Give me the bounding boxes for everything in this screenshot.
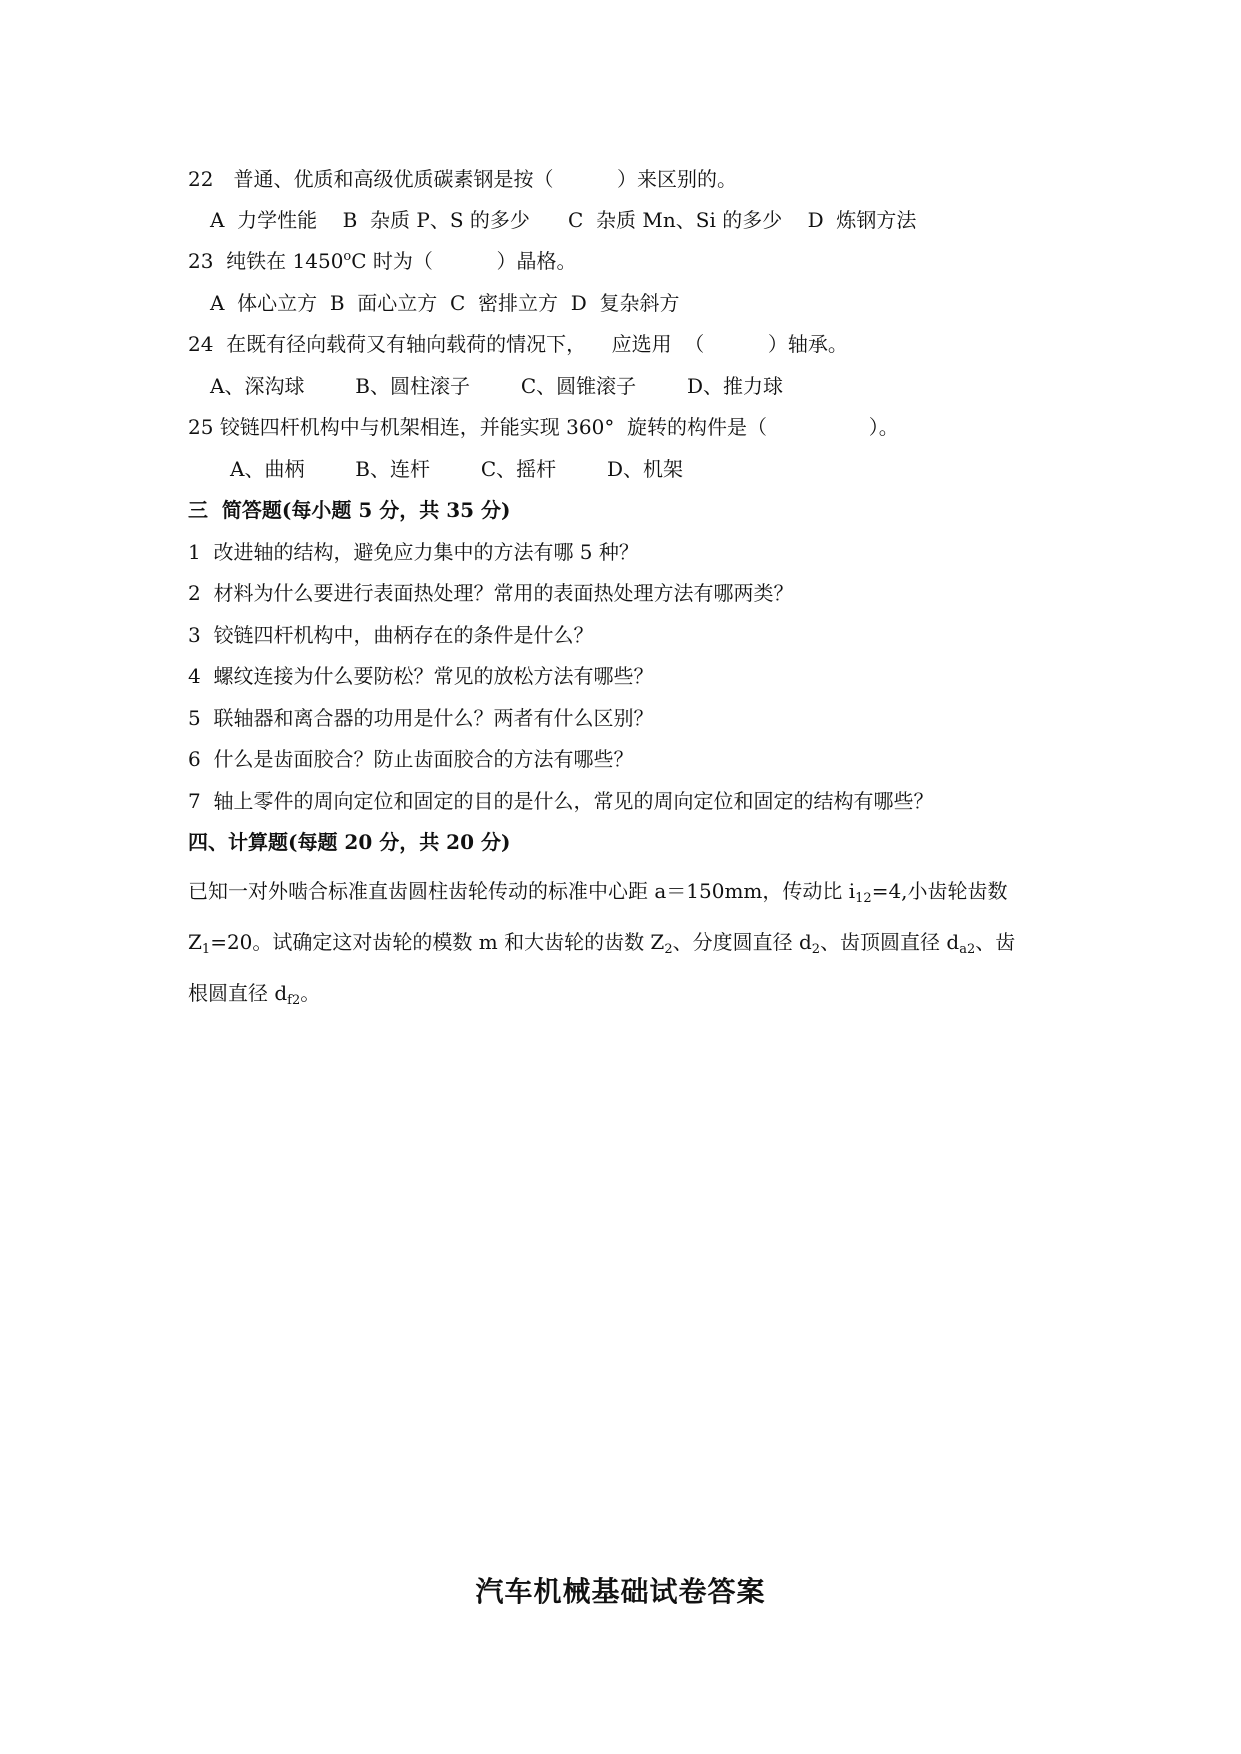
calc-text: =4,小齿轮齿数 (871, 879, 1008, 903)
calc-text: 、齿 (975, 930, 1016, 954)
short-answer-item: 7 轴上零件的周向定位和固定的目的是什么，常见的周向定位和固定的结构有哪些？ (188, 789, 934, 813)
calc-text: 根圆直径 d (188, 981, 288, 1005)
section-4-heading: 四、计算题(每题 20 分，共 20 分) (188, 830, 511, 854)
subscript: 12 (855, 891, 872, 906)
question-23-options: A 体心立方 B 面心立方 C 密排立方 D 复杂斜方 (210, 291, 680, 315)
question-24-stem: 24 在既有径向载荷又有轴向载荷的情况下， 应选用 （ ）轴承。 (188, 332, 848, 356)
subscript: a2 (959, 942, 976, 957)
question-23-stem (188, 248, 576, 274)
calc-text: 、齿顶圆直径 d (820, 930, 960, 954)
short-answer-item: 4 螺纹连接为什么要防松？常见的放松方法有哪些？ (188, 664, 654, 688)
section-3-heading: 三 简答题(每小题 5 分，共 35 分) (188, 498, 511, 522)
subscript: 1 (201, 942, 211, 957)
calc-text: 、分度圆直径 d (672, 930, 812, 954)
calc-problem-line-1 (188, 878, 1008, 904)
short-answer-item: 1 改进轴的结构，避免应力集中的方法有哪 5 种？ (188, 540, 639, 564)
subscript: 2 (664, 942, 673, 957)
calc-text: Z (188, 930, 202, 954)
short-answer-item: 6 什么是齿面胶合？防止齿面胶合的方法有哪些？ (188, 747, 634, 771)
question-23-stem-suffix: C 时为（ ）晶格。 (351, 249, 577, 273)
short-answer-item: 5 联轴器和离合器的功用是什么？两者有什么区别？ (188, 706, 654, 730)
short-answer-item: 3 铰链四杆机构中，曲柄存在的条件是什么？ (188, 623, 594, 647)
calc-text: 。 (300, 981, 321, 1005)
question-22-stem: 22 普通、优质和高级优质碳素钢是按（ ）来区别的。 (188, 167, 738, 191)
question-25-options: A、曲柄 B、连杆 C、摇杆 D、机架 (230, 457, 684, 481)
question-22-options: A 力学性能 B 杂质 P、S 的多少 C 杂质 Mn、Si 的多少 D 炼钢方法 (210, 208, 917, 232)
calc-text: =20。试确定这对齿轮的模数 m 和大齿轮的齿数 Z (210, 930, 665, 954)
answer-section-title: 汽车机械基础试卷答案 (475, 1575, 766, 1608)
short-answer-item: 2 材料为什么要进行表面热处理？常用的表面热处理方法有哪两类？ (188, 581, 794, 605)
question-24-options: A、深沟球 B、圆柱滚子 C、圆锥滚子 D、推力球 (210, 374, 784, 398)
calc-problem-line-2 (188, 929, 1015, 955)
degree-superscript: o (343, 249, 352, 264)
question-23-stem-prefix: 23 纯铁在 1450 (188, 249, 344, 273)
subscript: 2 (811, 942, 821, 957)
subscript: f2 (287, 993, 301, 1008)
question-25-stem: 25 铰链四杆机构中与机架相连，并能实现 360° 旋转的构件是（ ）。 (188, 415, 899, 439)
calc-text: 已知一对外啮合标准直齿圆柱齿轮传动的标准中心距 a＝150mm，传动比 i (188, 879, 856, 903)
calc-problem-line-3 (188, 980, 320, 1006)
